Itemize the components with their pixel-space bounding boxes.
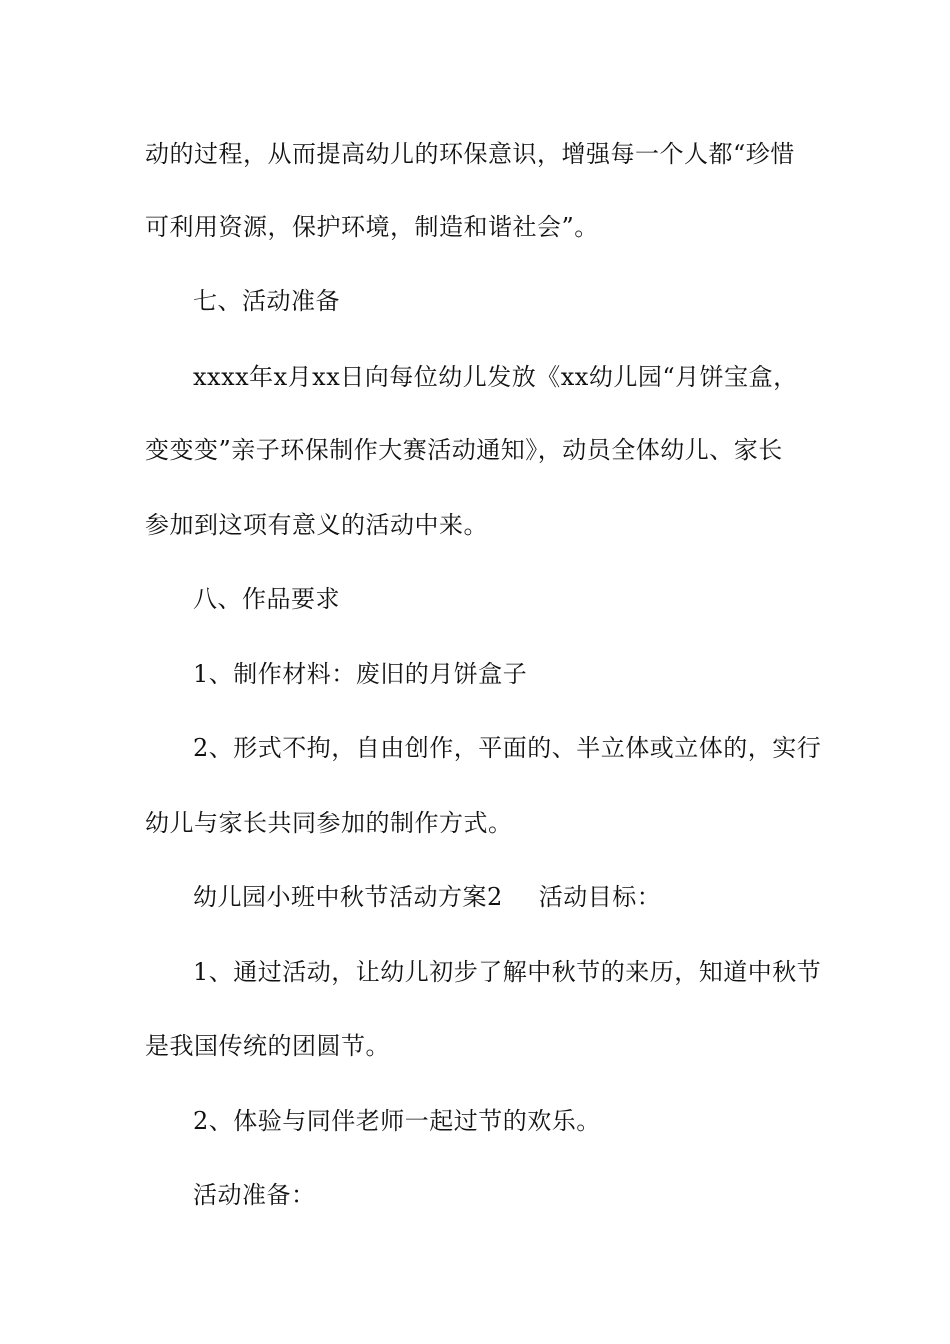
section-heading: 活动准备： xyxy=(193,1181,316,1209)
list-item: 2、形式不拘，自由创作，平面的、半立体或立体的，实行 xyxy=(193,734,822,762)
document-title-line xyxy=(193,882,661,912)
paragraph-line: 参加到这项有意义的活动中来。 xyxy=(145,511,488,539)
paragraph-line: 可利用资源，保护环境，制造和谐社会”。 xyxy=(145,213,599,241)
section-heading: 八、作品要求 xyxy=(193,585,340,613)
list-item: 1、制作材料：废旧的月饼盒子 xyxy=(193,660,528,688)
list-item: 1、通过活动，让幼儿初步了解中秋节的来历，知道中秋节 xyxy=(193,958,822,986)
section-heading: 七、活动准备 xyxy=(193,287,340,315)
paragraph-line: xxxx年x月xx日向每位幼儿发放《xx幼儿园“月饼宝盒， xyxy=(193,363,798,391)
paragraph-line: 动的过程，从而提高幼儿的环保意识，增强每一个人都“珍惜 xyxy=(145,140,795,168)
paragraph-line: 是我国传统的团圆节。 xyxy=(145,1032,390,1060)
paragraph-line: 变变变”亲子环保制作大赛活动通知》，动员全体幼儿、家长 xyxy=(145,436,783,464)
paragraph-line: 幼儿与家长共同参加的制作方式。 xyxy=(145,809,513,837)
list-item: 2、体验与同伴老师一起过节的欢乐。 xyxy=(193,1107,601,1135)
document-title: 幼儿园小班中秋节活动方案2 xyxy=(193,883,503,911)
section-heading: 活动目标： xyxy=(538,883,662,911)
